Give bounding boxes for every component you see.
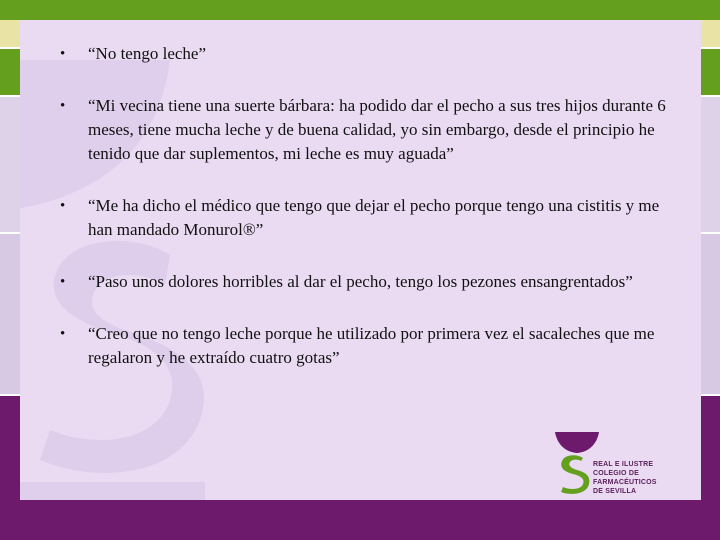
left-strip-green-block — [0, 49, 20, 95]
list-item — [60, 94, 670, 166]
bullet-icon: • — [60, 274, 66, 290]
right-strip-yellow-block — [701, 20, 720, 47]
bottom-purple-bar — [0, 500, 720, 540]
quote-text: “Creo que no tengo leche porque he utilizado por primera vez el sacaleches que me regalaron y he extraído cuatro gotas” — [88, 324, 655, 367]
left-strip-light-purple-block — [0, 234, 20, 394]
bullet-icon: • — [60, 98, 66, 114]
right-strip-lavender-block — [701, 97, 720, 232]
list-item — [60, 270, 670, 294]
left-color-strip — [0, 20, 20, 500]
logo-line: COLEGIO DE FARMACÉUTICOS — [593, 470, 657, 486]
left-strip-lavender-block — [0, 97, 20, 232]
logo-line: DE SEVILLA — [593, 488, 637, 495]
bullet-icon: • — [60, 46, 66, 62]
right-strip-light-purple-block — [701, 234, 720, 394]
college-logo-text — [593, 460, 703, 496]
right-color-strip — [701, 20, 720, 500]
bullet-icon: • — [60, 198, 66, 214]
right-strip-purple-block — [701, 396, 720, 500]
bullet-icon: • — [60, 326, 66, 342]
left-strip-purple-block — [0, 396, 20, 500]
quote-text: “Paso unos dolores horribles al dar el pecho, tengo los pezones ensangrentados” — [88, 272, 633, 291]
top-green-bar — [0, 0, 720, 20]
list-item — [60, 194, 670, 242]
list-item — [60, 42, 670, 66]
quote-text: “Mi vecina tiene una suerte bárbara: ha podido dar el pecho a sus tres hijos durante 6 meses, tiene mucha leche y de buena calidad, yo sin embargo, desde el principio he tenido que dar suplementos, mi leche es muy aguada” — [88, 96, 666, 163]
quote-text: “Me ha dicho el médico que tengo que dejar el pecho porque tengo una cistitis y me han mandado Monurol®” — [88, 196, 660, 239]
list-item — [60, 322, 670, 370]
left-strip-yellow-block — [0, 20, 20, 47]
right-strip-green-block — [701, 49, 720, 95]
logo-line: REAL E ILUSTRE — [593, 461, 654, 468]
quote-list — [60, 42, 670, 398]
quote-text: “No tengo leche” — [88, 44, 206, 63]
